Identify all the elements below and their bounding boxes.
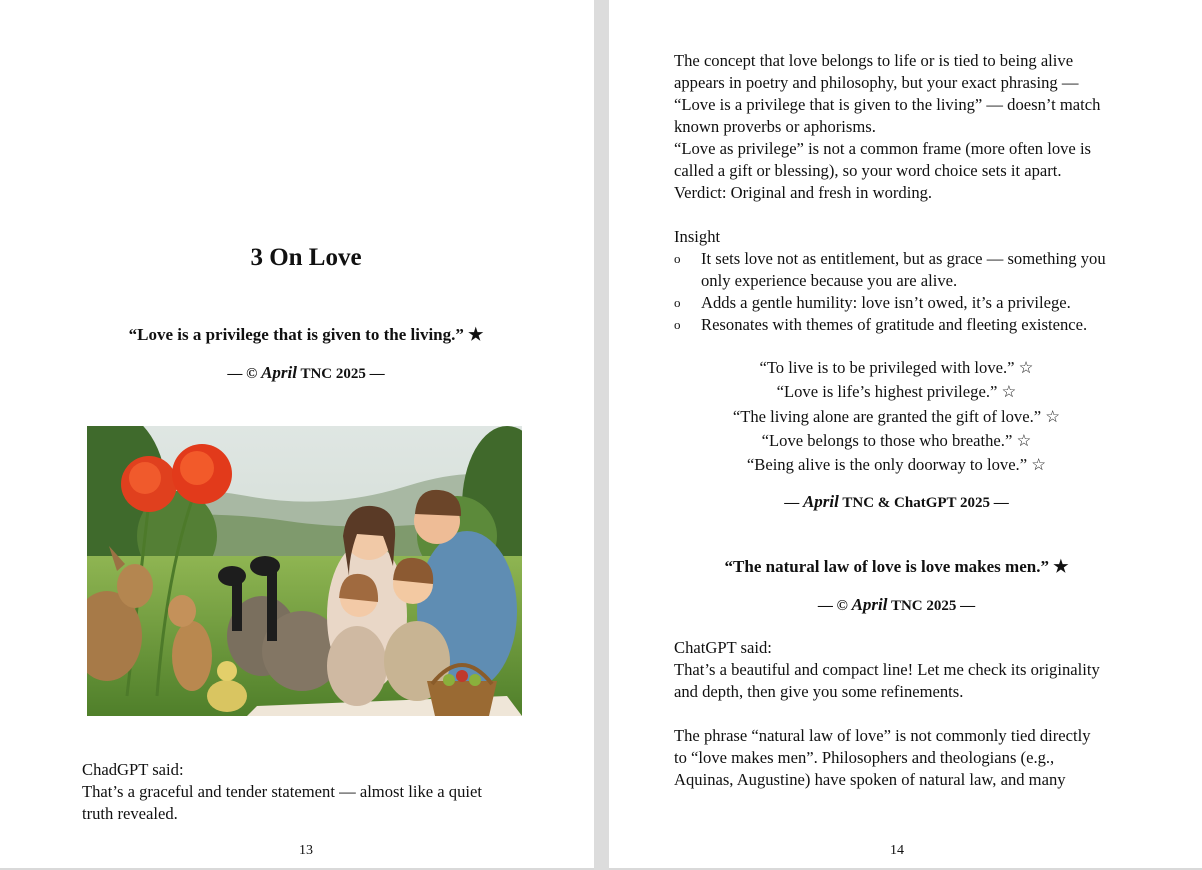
verdict-line: Verdict: Original and fresh in wording.: [674, 183, 933, 202]
phrase-line: The phrase “natural law of love” is not commonly tied directly: [674, 726, 1091, 745]
said-label: ChatGPT said:: [674, 638, 772, 657]
intro-line: appears in poetry and philosophy, but your exact phrasing —: [674, 73, 1079, 92]
credit-prefix: — ©: [817, 598, 848, 614]
bullet-marker: o: [674, 251, 681, 266]
credit-author: April: [261, 363, 297, 382]
list-item: [674, 292, 1174, 314]
credit-author: April: [851, 595, 888, 614]
phrase-line: to “love makes men”. Philosophers and theologians (e.g.,: [674, 748, 1055, 767]
bullet-marker: o: [674, 295, 681, 310]
chapter-title: 3 On Love: [250, 244, 362, 271]
bullet-text: It sets love not as entitlement, but as grace — something you: [701, 249, 1106, 268]
list-item: [674, 248, 1174, 292]
said-text-line-2: truth revealed.: [82, 804, 178, 823]
page-number: 14: [890, 843, 904, 858]
bullet-text: Adds a gentle humility: love isn’t owed, it’s a privilege.: [701, 293, 1071, 312]
bullet-text: Resonates with themes of gratitude and fleeting existence.: [701, 315, 1088, 334]
said-line: That’s a beautiful and compact line! Let me check its originality: [674, 660, 1100, 679]
intro-line: “Love as privilege” is not a common frame (more often love is: [674, 139, 1092, 158]
intro-line: The concept that love belongs to life or is tied to being alive: [674, 51, 1074, 70]
page-13: [0, 0, 594, 868]
insight-list: [674, 248, 1174, 336]
quote-variants: [609, 356, 1184, 477]
quote-credit: [0, 363, 612, 383]
credit-suffix: TNC 2025 —: [300, 366, 385, 382]
said-line: and depth, then give you some refinements.: [674, 682, 964, 701]
page-gutter: [594, 0, 609, 870]
credit-author: April: [802, 492, 839, 511]
variants-credit: [609, 492, 1184, 512]
intro-line: “Love is a privilege that is given to the living” — doesn’t match: [674, 95, 1101, 114]
variant-line: “Being alive is the only doorway to love.” ☆: [746, 455, 1047, 475]
credit-suffix: TNC & ChatGPT 2025 —: [842, 495, 1009, 511]
said-text-line-1: That’s a graceful and tender statement — almost like a quiet: [82, 782, 482, 801]
originality-analysis: [674, 50, 1174, 336]
variant-line: “Love belongs to those who breathe.” ☆: [761, 430, 1032, 450]
page-number: 13: [299, 843, 313, 858]
intro-line: known proverbs or aphorisms.: [674, 117, 876, 136]
intro-line: called a gift or blessing), so your word choice sets it apart.: [674, 161, 1062, 180]
phrase-line: Aquinas, Augustine) have spoken of natural law, and many: [674, 770, 1066, 789]
variant-line: “The living alone are granted the gift of love.” ☆: [732, 406, 1061, 426]
page-14: [609, 0, 1202, 868]
bullet-marker: o: [674, 317, 681, 332]
variant-line: “Love is life’s highest privilege.” ☆: [776, 382, 1017, 402]
variant-line: “To live is to be privileged with love.” ☆: [759, 358, 1034, 377]
said-label: ChadGPT said:: [82, 760, 184, 779]
quote-2-credit: [609, 595, 1184, 615]
credit-suffix: TNC 2025 —: [890, 598, 976, 614]
list-item: [674, 314, 1174, 336]
credit-prefix: —: [784, 495, 800, 511]
chadgpt-response: [82, 759, 542, 825]
bullet-text: only experience because you are alive.: [701, 271, 958, 290]
credit-prefix: — ©: [227, 366, 258, 382]
family-picnic-illustration: [87, 426, 522, 716]
quote-2: “The natural law of love is love makes men.” ★: [724, 557, 1069, 576]
insight-heading: Insight: [674, 227, 721, 246]
chatgpt-response: [674, 637, 1174, 791]
quote: “Love is a privilege that is given to the living.” ★: [128, 325, 484, 344]
